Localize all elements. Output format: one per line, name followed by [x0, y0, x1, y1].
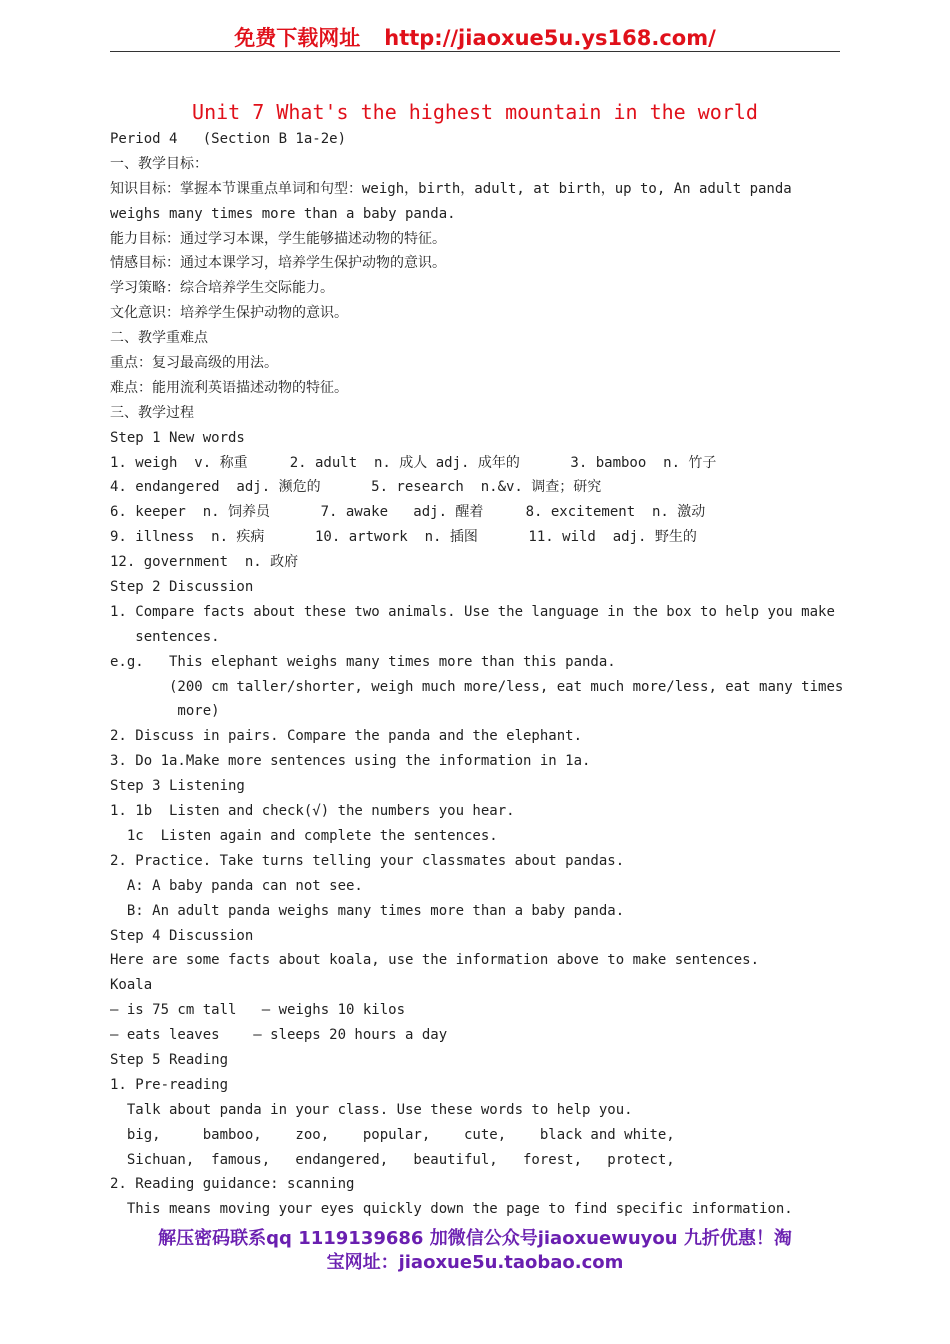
text-line: 6. keeper n. 饲养员 7. awake adj. 醒着 8. excitement n. 激动: [110, 504, 706, 521]
text-line: 4. endangered adj. 濒危的 5. research n.&v. 调查；研究: [110, 479, 602, 496]
text-line: 12. government n. 政府: [110, 554, 299, 571]
text-line: 2. Discuss in pairs. Compare the panda and the elephant.: [110, 728, 583, 745]
text-line: 文化意识：培养学生保护动物的意识。: [110, 305, 348, 322]
text-line: Step 5 Reading: [110, 1051, 229, 1068]
footer-line-1: 解压密码联系qq 1119139686 加微信公众号jiaoxuewuyou 九折优惠！淘: [158, 1228, 792, 1249]
site-header: [110, 22, 840, 52]
header-url-link[interactable]: http://jiaoxue5u.ys168.com/: [384, 26, 716, 50]
text-line: big, bamboo, zoo, popular, cute, black and white,: [110, 1126, 675, 1143]
text-line: e.g. This elephant weighs many times more than this panda.: [110, 653, 616, 670]
document-body: [110, 127, 850, 1222]
text-line: Koala: [110, 977, 153, 994]
text-line: 难点：能用流利英语描述动物的特征。: [110, 379, 348, 396]
text-line: 1. 1b Listen and check(√) the numbers you hear.: [110, 803, 515, 820]
text-line: 重点：复习最高级的用法。: [110, 355, 278, 372]
text-line: This means moving your eyes quickly down the page to find specific information.: [110, 1201, 793, 1218]
text-line: 能力目标：通过学习本课，学生能够描述动物的特征。: [110, 230, 446, 247]
text-line: B: An adult panda weighs many times more than a baby panda.: [110, 902, 625, 919]
document-title: Unit 7 What's the highest mountain in the world: [192, 100, 758, 124]
text-line: — is 75 cm tall — weighs 10 kilos: [110, 1002, 406, 1019]
text-line: 2. Practice. Take turns telling your classmates about pandas.: [110, 852, 625, 869]
promo-footer: [100, 1227, 850, 1275]
text-line: 二、教学重难点: [110, 330, 208, 347]
text-line: Period 4 (Section B 1a-2e): [110, 131, 347, 147]
text-line: 1c Listen again and complete the sentences.: [110, 827, 498, 844]
footer-line-2: 宝网址：jiaoxue5u.taobao.com: [326, 1252, 624, 1273]
text-line: 三、教学过程: [110, 404, 194, 421]
text-line: 9. illness n. 疾病 10. artwork n. 插图 11. wild adj. 野生的: [110, 529, 697, 546]
header-divider: [110, 51, 840, 52]
text-line: Sichuan, famous, endangered, beautiful, forest, protect,: [110, 1151, 675, 1168]
text-line: 1. Compare facts about these two animals. Use the language in the box to help you make: [110, 603, 835, 620]
header-label: 免费下载网址: [234, 26, 361, 50]
text-line: Step 2 Discussion: [110, 579, 254, 596]
text-line: 3. Do 1a.Make more sentences using the information in 1a.: [110, 753, 591, 770]
text-line: 2. Reading guidance: scanning: [110, 1176, 355, 1193]
text-line: 知识目标：掌握本节课重点单词和句型：weigh，birth，adult, at birth，up to, An adult panda: [110, 180, 792, 197]
text-line: 1. weigh v. 称重 2. adult n. 成人 adj. 成年的 3. bamboo n. 竹子: [110, 454, 717, 471]
text-line: 情感目标：通过本课学习，培养学生保护动物的意识。: [110, 255, 446, 272]
text-line: — eats leaves — sleeps 20 hours a day: [110, 1027, 448, 1044]
text-line: 学习策略：综合培养学生交际能力。: [110, 280, 334, 297]
text-line: 1. Pre-reading: [110, 1076, 229, 1093]
text-line: Step 3 Listening: [110, 778, 245, 795]
text-line: weighs many times more than a baby panda.: [110, 205, 456, 222]
text-line: Here are some facts about koala, use the information above to make sentences.: [110, 952, 760, 969]
text-line: more): [110, 703, 220, 720]
text-line: A: A baby panda can not see.: [110, 877, 363, 894]
text-line: 一、教学目标：: [110, 155, 208, 172]
text-line: Step 4 Discussion: [110, 927, 254, 944]
text-line: (200 cm taller/shorter, weigh much more/less, eat much more/less, eat many times: [110, 678, 844, 695]
text-line: Talk about panda in your class. Use these words to help you.: [110, 1101, 633, 1118]
text-line: sentences.: [110, 628, 220, 645]
text-line: Step 1 New words: [110, 429, 245, 446]
